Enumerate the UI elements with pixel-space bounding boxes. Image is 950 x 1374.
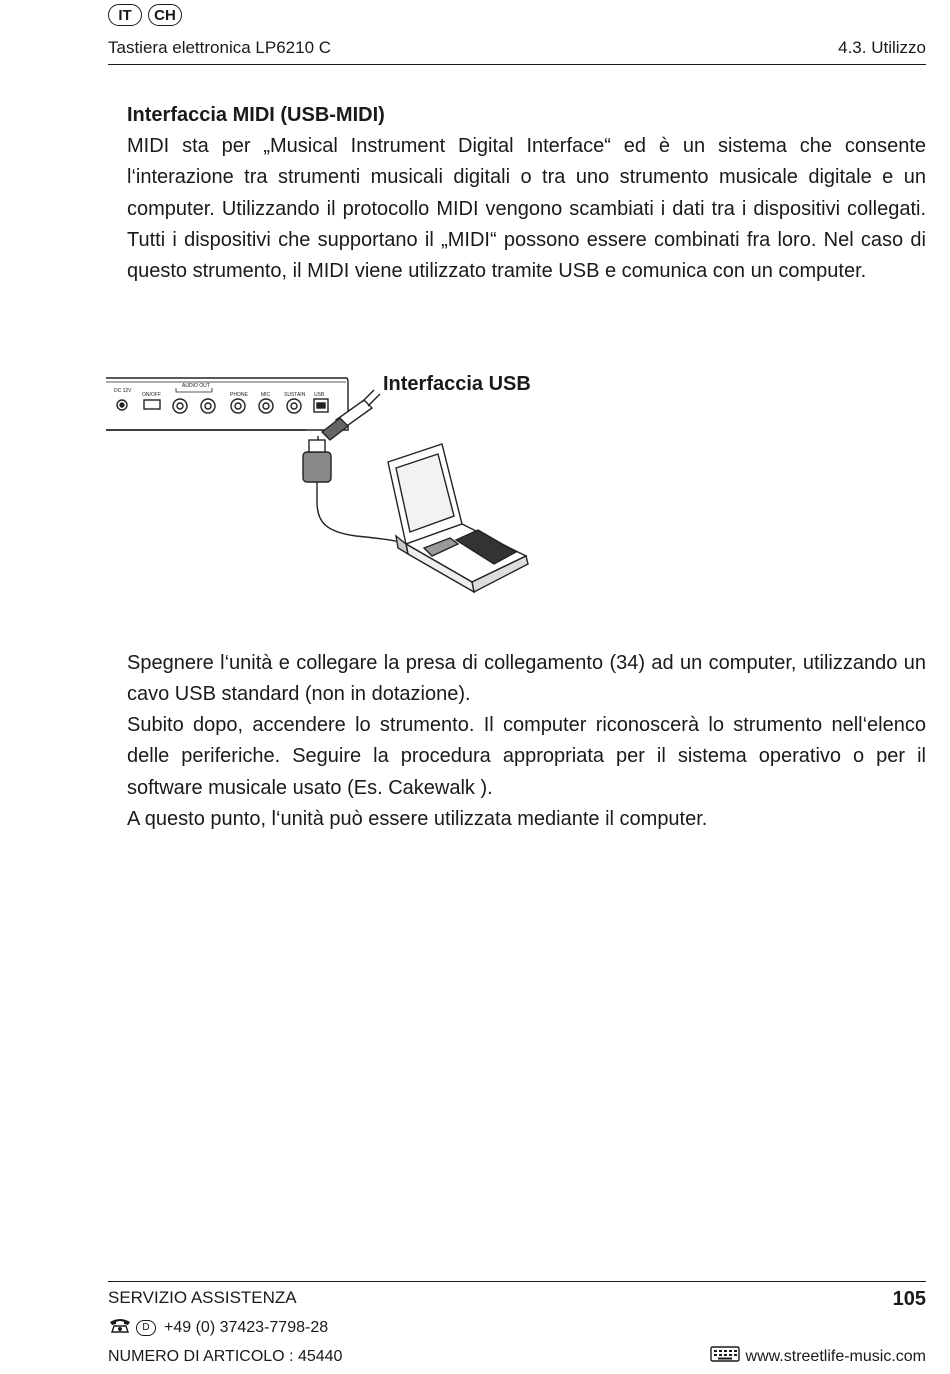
- footer-service: SERVIZIO ASSISTENZA: [108, 1288, 297, 1307]
- header-section: 4.3. Utilizzo: [838, 38, 926, 57]
- header-title: Tastiera elettronica LP6210 C: [108, 38, 332, 57]
- panel-label-sustain: SUSTAIN: [284, 392, 306, 398]
- page-number: 105: [892, 1288, 926, 1310]
- panel-label-dc: DC 12V: [114, 388, 132, 394]
- section-title: Interfaccia MIDI (USB-MIDI): [127, 104, 385, 126]
- phone-country-badge: D: [136, 1320, 156, 1336]
- support-phone: +49 (0) 37423-7798-28: [164, 1318, 329, 1336]
- instruction-paragraph-2: Subito dopo, accendere lo strumento. Il computer riconoscerà lo strumento nell‘elenco delle periferiche. Seguire la procedura appropriata per il sistema operativo o per il software musicale usato (Es. Cakewalk ).: [127, 714, 926, 799]
- figure-label: Interfaccia USB: [383, 373, 531, 395]
- country-badge-ch: CH: [148, 4, 182, 26]
- instruction-paragraph-3: A questo punto, l‘unità può essere utilizzata mediante il computer.: [127, 808, 708, 830]
- footer-website-line: [710, 1346, 926, 1367]
- panel-label-usb: USB: [314, 392, 325, 398]
- usb-plug: [322, 390, 380, 440]
- panel-label-audio-out: AUDIO OUT: [182, 383, 210, 389]
- footer-phone-line: [108, 1317, 328, 1338]
- website-link[interactable]: www.streetlife-music.com: [745, 1347, 926, 1365]
- intro-paragraph: MIDI sta per „Musical Instrument Digital Interface“ ed è un sistema che consente l‘interazione tra strumenti musicali digitali o tra uno strumento musicale digitale e un computer. Utilizzando il protocollo MIDI vengono scambiati i dati tra i dispositivi collegati. Tutti i dispositivi che supportano il „MIDI“ possono essere combinati fra loro. Nel caso di questo strumento, il MIDI viene utilizzato tramite USB e comunica con un computer.: [127, 135, 926, 283]
- country-badges: [108, 4, 182, 26]
- footer-divider: [108, 1281, 926, 1282]
- usb-connection-illustration: [106, 372, 546, 613]
- keyboard-icon: [710, 1346, 740, 1367]
- panel-label-phone: PHONE: [230, 392, 248, 398]
- panel-label-mic: MIC: [261, 392, 271, 398]
- instruction-paragraph-1: Spegnere l‘unità e collegare la presa di collegamento (34) ad un computer, utilizzando un cavo USB standard (non in dotazione).: [127, 652, 926, 706]
- country-badge-it: IT: [108, 4, 142, 26]
- header-divider: [108, 64, 926, 65]
- laptop-illustration: [388, 444, 528, 592]
- panel-label-onoff: ON/OFF: [142, 392, 161, 398]
- article-number: NUMERO DI ARTICOLO : 45440: [108, 1348, 343, 1365]
- rear-panel: [106, 378, 348, 430]
- phone-icon: [108, 1317, 132, 1338]
